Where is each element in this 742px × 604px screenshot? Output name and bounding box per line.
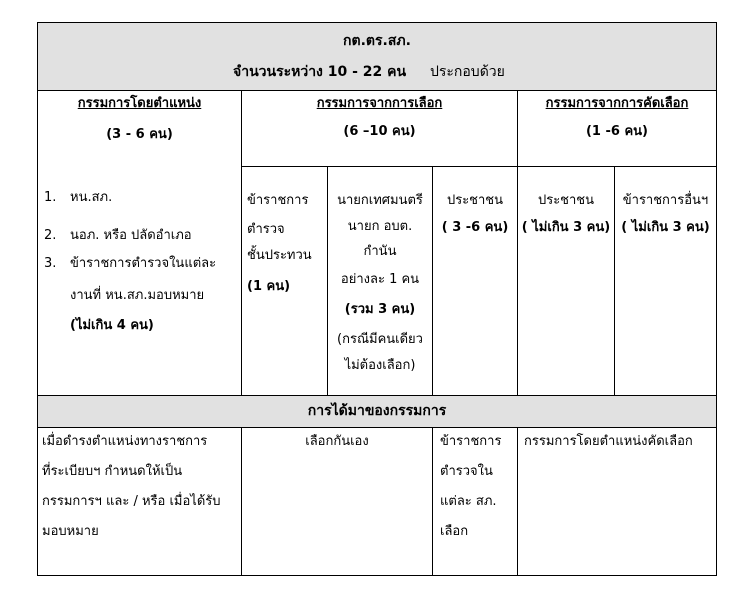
list-item: งานที่ หน.สภ.มอบหมาย — [70, 288, 205, 303]
elected-local-label: นายกเทศมนตรี — [337, 193, 423, 208]
acquisition-ex-officio: มอบหมาย — [42, 524, 99, 539]
elected-title: กรรมการจากการเลือก — [316, 96, 443, 111]
acquisition-elected: เลือกกันเอง — [305, 434, 369, 449]
elected-police-label: ตำรวจ — [247, 222, 285, 237]
elected-local-label: กำนัน — [363, 244, 397, 259]
elected-local-label: นายก อบต. — [347, 219, 413, 234]
acquisition-police: ข้าราชการ — [440, 434, 502, 449]
acquisition-police: ตำรวจใน — [440, 464, 493, 479]
selected-public-count: ( ไม่เกิน 3 คน) — [521, 220, 611, 235]
selected-officials-count: ( ไม่เกิน 3 คน) — [621, 220, 710, 235]
ex-officio-title: กรรมการโดยตำแหน่ง — [77, 96, 202, 111]
ex-officio-limit: (ไม่เกิน 4 คน) — [70, 318, 154, 333]
member-count-range: จำนวนระหว่าง 10 - 22 คน — [233, 64, 407, 80]
table-title: กต.ตร.สภ. — [343, 33, 411, 49]
selected-public-label: ประชาชน — [537, 193, 595, 208]
elected-police-label: ชั้นประทวน — [247, 248, 312, 263]
list-item: หน.สภ. — [70, 190, 113, 205]
elected-police-count: (1 คน) — [247, 279, 291, 294]
list-item-number: 2. — [44, 228, 57, 243]
elected-local-note: (กรณีมีคนเดียว — [337, 332, 423, 347]
acquisition-ex-officio: เมื่อดำรงตำแหน่งทางราชการ — [42, 434, 208, 449]
selected-officials-label: ข้าราชการอื่นฯ — [622, 193, 709, 208]
acquisition-title: การได้มาของกรรมการ — [307, 403, 447, 419]
elected-local-total: (รวม 3 คน) — [344, 302, 416, 317]
acquisition-ex-officio: กรรมการฯ และ / หรือ เมื่อได้รับ — [42, 494, 221, 509]
list-item: นอภ. หรือ ปลัดอำเภอ — [70, 228, 192, 243]
acquisition-police: เลือก — [440, 524, 469, 539]
list-item-number: 1. — [44, 190, 57, 205]
acquisition-police: แต่ละ สภ. — [440, 494, 497, 509]
selected-title: กรรมการจากการคัดเลือก — [545, 96, 689, 111]
acquisition-selected: กรรมการโดยตำแหน่งคัดเลือก — [524, 434, 693, 449]
elected-public-label: ประชาชน — [446, 193, 504, 208]
list-item: ข้าราชการตำรวจในแต่ละ — [70, 256, 217, 271]
elected-police-label: ข้าราชการ — [247, 193, 309, 208]
acquisition-ex-officio: ที่ระเบียบฯ กำหนดให้เป็น — [42, 464, 183, 479]
elected-count: (6 –10 คน) — [343, 124, 416, 139]
ex-officio-count: (3 - 6 คน) — [106, 127, 173, 142]
list-item-number: 3. — [44, 256, 57, 271]
elected-public-count: ( 3 -6 คน) — [441, 220, 509, 235]
elected-local-label: อย่างละ 1 คน — [340, 272, 420, 287]
composition-label: ประกอบด้วย — [430, 64, 505, 80]
elected-local-note: ไม่ต้องเลือก) — [344, 358, 416, 373]
selected-count: (1 -6 คน) — [585, 124, 648, 139]
